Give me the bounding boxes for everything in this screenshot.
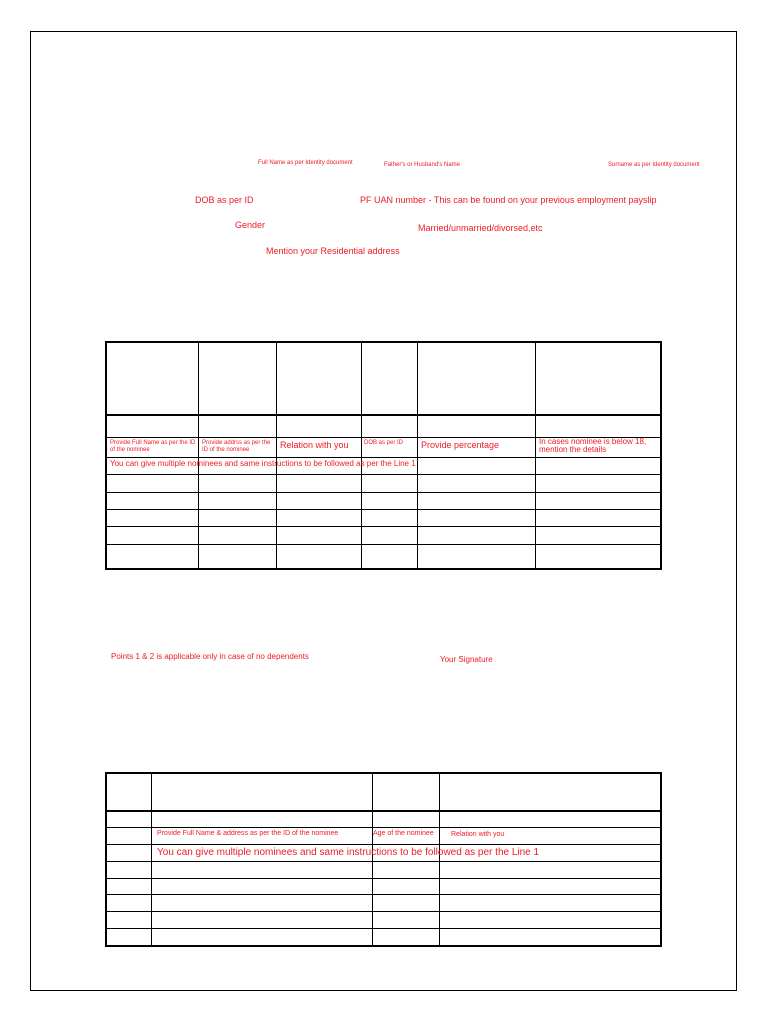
minor-nominee-hint: In cases nominee is below 18, mention the details [539, 437, 647, 455]
gender-hint: Gender [235, 220, 266, 230]
pf-uan-hint: PF UAN number - This can be found on your previous employment payslip [360, 195, 657, 205]
residential-address-hint: Mention your Residential address [266, 246, 400, 256]
father-husband-name-hint: Father's or Husband's Name [384, 162, 460, 168]
multiple-nominees-note-2: You can give multiple nominees and same instructions to be followed as per the Line 1 [157, 847, 540, 858]
surname-hint: Surname as per Identity document [608, 162, 700, 168]
points-note: Points 1 & 2 is applicable only in case of no dependents [111, 652, 309, 661]
nominee-dob-hint: DOB as per ID [364, 440, 404, 446]
signature-hint: Your Signature [440, 655, 493, 664]
nominee2-relation-hint: Relation with you [451, 831, 505, 838]
nominee-table-1 [105, 341, 662, 570]
nominee-address-hint: Provide addrss as per the ID of the nominee [202, 440, 271, 453]
multiple-nominees-note: You can give multiple nominees and same instructions to be followed as per the Line 1 [110, 459, 416, 468]
full-name-hint: Full Name as per Identity document [258, 160, 353, 166]
percentage-hint: Provide percentage [421, 440, 500, 450]
marital-status-hint: Married/unmarried/divorsed,etc [418, 223, 543, 233]
nominee-age-hint: Age of the nominee [373, 830, 434, 837]
dob-hint: DOB as per ID [195, 195, 254, 205]
relation-hint: Relation with you [280, 440, 349, 450]
nominee2-name-address-hint: Provide Full Name & address as per the ID of the nominee [157, 830, 339, 837]
nominee-table-2 [105, 772, 662, 947]
nominee-name-hint: Provide Full Name as per the ID of the nominee [110, 440, 196, 453]
